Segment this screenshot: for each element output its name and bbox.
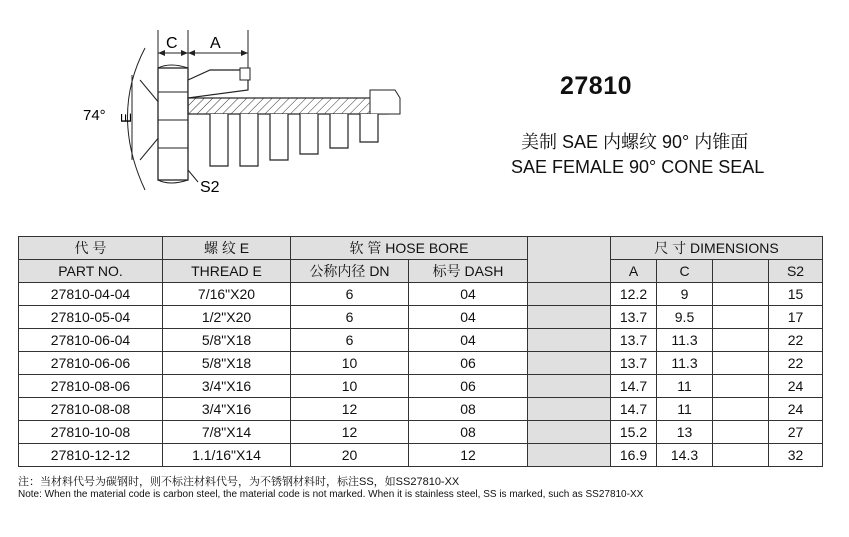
cell-thread: 3/4"X16 <box>163 375 291 398</box>
cell-spacer <box>528 329 611 352</box>
cell-spacer <box>528 398 611 421</box>
cell-s2: 22 <box>769 352 823 375</box>
label-c: C <box>166 35 178 52</box>
header-spacer <box>528 237 611 283</box>
header-code-en: PART NO. <box>19 260 163 283</box>
note-english: Note: When the material code is carbon steel, the material code is not marked. When it is stainless steel, SS is marked, such as SS27810-XX <box>18 489 644 500</box>
cell-dash: 06 <box>409 375 528 398</box>
cell-part-no: 27810-08-06 <box>19 375 163 398</box>
cell-spacer <box>528 421 611 444</box>
cell-part-no: 27810-06-04 <box>19 329 163 352</box>
cell-dn: 6 <box>291 329 409 352</box>
header-hose-bore: 软 管 HOSE BORE <box>291 237 528 260</box>
cell-s2: 27 <box>769 421 823 444</box>
cell-spacer <box>528 352 611 375</box>
cell-dash: 04 <box>409 283 528 306</box>
cell-dn: 20 <box>291 444 409 467</box>
cell-part-no: 27810-10-08 <box>19 421 163 444</box>
cell-s2: 17 <box>769 306 823 329</box>
cell-dn: 12 <box>291 398 409 421</box>
cell-a: 13.7 <box>611 329 657 352</box>
cell-c: 11 <box>657 398 713 421</box>
cell-dn: 12 <box>291 421 409 444</box>
cell-thread: 5/8"X18 <box>163 329 291 352</box>
note-chinese: 注：当材料代号为碳钢时，则不标注材料代号，为不锈钢材料时，标注SS，如SS27810-XX <box>18 476 460 488</box>
cell-part-no: 27810-06-06 <box>19 352 163 375</box>
cell-c: 9 <box>657 283 713 306</box>
cell-blank <box>713 329 769 352</box>
cell-dash: 04 <box>409 329 528 352</box>
cell-c: 11.3 <box>657 329 713 352</box>
cell-thread: 1/2"X20 <box>163 306 291 329</box>
header-c: C <box>657 260 713 283</box>
cell-thread: 1.1/16"X14 <box>163 444 291 467</box>
table-row <box>19 375 823 398</box>
cell-blank <box>713 375 769 398</box>
cell-part-no: 27810-04-04 <box>19 283 163 306</box>
cell-s2: 22 <box>769 329 823 352</box>
cell-blank <box>713 352 769 375</box>
cell-c: 11 <box>657 375 713 398</box>
header-a: A <box>611 260 657 283</box>
cell-c: 9.5 <box>657 306 713 329</box>
cell-c: 11.3 <box>657 352 713 375</box>
header-s2: S2 <box>769 260 823 283</box>
cell-spacer <box>528 283 611 306</box>
table-header-row-1 <box>19 237 823 260</box>
table-row <box>19 398 823 421</box>
table-row <box>19 329 823 352</box>
cell-part-no: 27810-05-04 <box>19 306 163 329</box>
cell-thread: 7/16"X20 <box>163 283 291 306</box>
cell-c: 13 <box>657 421 713 444</box>
label-angle: 74° <box>83 107 106 124</box>
cell-s2: 15 <box>769 283 823 306</box>
fitting-drawing <box>70 20 430 200</box>
title-chinese: 美制 SAE 内螺纹 90° 内锥面 <box>521 132 749 152</box>
cell-spacer <box>528 375 611 398</box>
header-blank <box>713 260 769 283</box>
table-row <box>19 283 823 306</box>
cell-spacer <box>528 306 611 329</box>
cell-a: 13.7 <box>611 306 657 329</box>
cell-spacer <box>528 444 611 467</box>
cell-a: 15.2 <box>611 421 657 444</box>
cell-s2: 24 <box>769 398 823 421</box>
cell-blank <box>713 398 769 421</box>
cell-c: 14.3 <box>657 444 713 467</box>
label-a: A <box>210 35 221 52</box>
part-number-title: 27810 <box>560 72 633 100</box>
cell-a: 14.7 <box>611 398 657 421</box>
header-thread-en: THREAD E <box>163 260 291 283</box>
cell-dash: 04 <box>409 306 528 329</box>
label-e: E <box>118 112 135 123</box>
table-row <box>19 306 823 329</box>
header-dash: 标号 DASH <box>409 260 528 283</box>
cell-a: 16.9 <box>611 444 657 467</box>
title-english: SAE FEMALE 90° CONE SEAL <box>511 157 765 177</box>
cell-dn: 10 <box>291 352 409 375</box>
header-code-cn: 代 号 <box>19 237 163 260</box>
cell-dash: 12 <box>409 444 528 467</box>
cell-thread: 7/8"X14 <box>163 421 291 444</box>
cell-part-no: 27810-12-12 <box>19 444 163 467</box>
cell-dash: 08 <box>409 421 528 444</box>
table-row <box>19 444 823 467</box>
cell-s2: 32 <box>769 444 823 467</box>
cell-thread: 5/8"X18 <box>163 352 291 375</box>
cell-blank <box>713 283 769 306</box>
cell-a: 13.7 <box>611 352 657 375</box>
cell-dn: 6 <box>291 306 409 329</box>
cell-dash: 08 <box>409 398 528 421</box>
cell-part-no: 27810-08-08 <box>19 398 163 421</box>
cell-a: 12.2 <box>611 283 657 306</box>
cell-blank <box>713 421 769 444</box>
label-s2: S2 <box>200 179 220 196</box>
cell-thread: 3/4"X16 <box>163 398 291 421</box>
table-row <box>19 352 823 375</box>
cell-dn: 6 <box>291 283 409 306</box>
header-dimensions: 尺 寸 DIMENSIONS <box>611 237 823 260</box>
table-row <box>19 421 823 444</box>
cell-a: 14.7 <box>611 375 657 398</box>
header-thread-cn: 螺 纹 E <box>163 237 291 260</box>
cell-s2: 24 <box>769 375 823 398</box>
table-header-row-2 <box>19 260 823 283</box>
cell-blank <box>713 444 769 467</box>
cell-blank <box>713 306 769 329</box>
spec-table <box>18 236 823 467</box>
cell-dash: 06 <box>409 352 528 375</box>
header-dn: 公称内径 DN <box>291 260 409 283</box>
cell-dn: 10 <box>291 375 409 398</box>
